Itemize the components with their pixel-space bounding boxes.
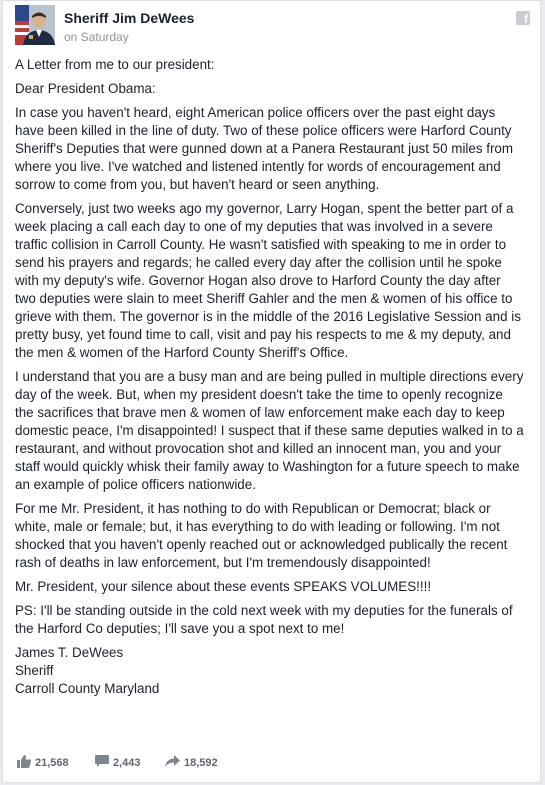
likes-count: 21,568	[35, 757, 69, 769]
shares-stat[interactable]	[165, 755, 218, 769]
facebook-icon: f	[516, 11, 530, 25]
author-name[interactable]: Sheriff Jim DeWees	[64, 10, 195, 26]
comments-stat[interactable]	[95, 755, 141, 769]
thumbs-up-icon	[17, 755, 31, 768]
comments-count: 2,443	[113, 757, 141, 769]
avatar-image	[15, 5, 55, 45]
post-paragraph: In case you haven't heard, eight American police officers over the past eight days have been killed in the line of duty. Two of these police officers were Harford County Sheriff's Deputies that were gunned down at a Panera Restaurant just 50 miles from where you live. I've watched and listened intently for words of encouragement and sorrow to come from you, but haven't heard or seen anything.	[15, 105, 514, 192]
signature-block	[15, 644, 525, 698]
signature-line: James T. DeWees	[15, 645, 124, 660]
signature-line: Sheriff	[15, 663, 54, 678]
shares-count: 18,592	[184, 757, 218, 769]
post-paragraph: A Letter from me to our president:	[15, 57, 215, 72]
post-paragraph: PS: I'll be standing outside in the cold next week with my deputies for the funerals of the Harford Co deputies; I'll save you a spot next to me!	[15, 603, 513, 636]
post-card	[2, 0, 541, 783]
post-paragraph: Mr. President, your silence about these events SPEAKS VOLUMES!!!!	[15, 579, 432, 594]
comment-icon	[95, 755, 109, 768]
likes-stat[interactable]	[17, 755, 69, 769]
avatar[interactable]	[15, 5, 55, 45]
post-paragraph: I understand that you are a busy man and are being pulled in multiple directions every day of the week. But, when my president doesn't take the time to openly recognize the sacrifices that brave men & women of law enforcement make each day to keep domestic peace, I'm disappointed! I suspect that if these same deputies walked in to a restaurant, and without provocation shot and killed an innocent man, you and your staff would quickly whisk their family away to Washington for a future speech to make an example of police officers nationwide.	[15, 369, 524, 492]
post-paragraph: For me Mr. President, it has nothing to do with Republican or Democrat; black or white, male or female; but, it has everything to do with leading or following. I'm not shocked that you haven't openly reached out or acknowledged publically the recent rash of deaths in law enforcement, but I'm tremendously disappointed!	[15, 501, 508, 570]
share-arrow-icon	[165, 755, 180, 768]
post-paragraph: Conversely, just two weeks ago my governor, Larry Hogan, spent the better part of a week placing a call each day to one of my deputies that was involved in a severe traffic collision in Carroll County. He wasn't satisfied with speaking to me in order to send his prayers and regards; he called every day after the collision until he spoke with my deputy's wife. Governor Hogan also drove to Harford County the day after two deputies were slain to meet Sheriff Gahler and the men & women of his office to grieve with them. The governor is in the middle of the 2016 Legislative Session and is pretty busy, yet found time to call, visit and pay his respects to me & my deputy, and the men & women of the Harford County Sheriff's Office.	[15, 201, 521, 360]
post-timestamp[interactable]: on Saturday	[64, 30, 129, 44]
post-body	[15, 56, 525, 698]
post-paragraph: Dear President Obama:	[15, 81, 156, 96]
signature-line: Carroll County Maryland	[15, 681, 160, 696]
post-header	[15, 5, 530, 49]
